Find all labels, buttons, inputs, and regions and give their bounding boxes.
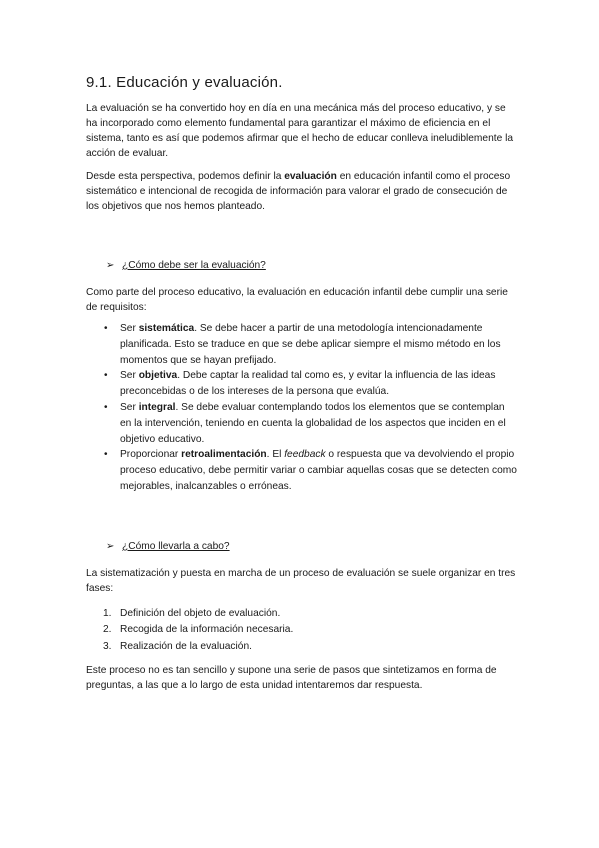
section-title: 9.1. Educación y evaluación.: [86, 74, 283, 91]
step-number: 2.: [103, 624, 112, 636]
item-prefix: Ser: [120, 323, 139, 334]
item-keyword: objetiva: [138, 370, 178, 382]
arrow-bullet-icon: ➢: [106, 260, 115, 271]
item-text: . Se debe hacer a partir de una metodología intencionadamente planificada. Esto se traduce en que se debe aplicar siempre el mismo método en los momentos que se hayan prefijado.: [120, 323, 501, 366]
bullet-icon: •: [104, 370, 108, 382]
list-item: [86, 321, 518, 368]
step-text: Definición del objeto de evaluación.: [120, 607, 281, 619]
list-item: [86, 400, 518, 447]
item-keyword: sistemática: [138, 323, 195, 334]
list-item: [86, 622, 518, 639]
phases-lead: La sistematización y puesta en marcha de un proceso de evaluación se suele organizar en tres fases:: [86, 567, 516, 594]
bullet-icon: •: [104, 401, 108, 413]
section-heading-how: [106, 539, 518, 554]
item-keyword: integral: [138, 401, 176, 413]
section-heading-text: ¿Cómo llevarla a cabo?: [122, 540, 230, 552]
list-item: [86, 606, 518, 623]
intro-paragraph-2: [86, 169, 518, 214]
intro-p2-text-a: Desde esta perspectiva, podemos definir la: [86, 171, 285, 182]
arrow-bullet-icon: ➢: [106, 540, 115, 552]
closing-paragraph: Este proceso no es tan sencillo y supone una serie de pasos que sintetizamos en forma de preguntas, a las que a lo largo de esta unidad intentaremos dar respuesta.: [86, 665, 497, 692]
document-page: [86, 74, 518, 701]
item-italic-term: feedback: [284, 449, 326, 461]
bullet-icon: •: [104, 323, 108, 334]
section-heading-requirements: [106, 258, 518, 273]
phases-list: [86, 606, 518, 656]
step-number: 1.: [103, 607, 112, 619]
item-text: o respuesta que va devolviendo el propio proceso educativo, debe permitir variar o cambiar aquellas cosas que se detecten como mejorables, inalcanzables o erróneas.: [120, 449, 517, 492]
section-heading-text: ¿Cómo debe ser la evaluación?: [122, 260, 266, 271]
intro-paragraph-1: La evaluación se ha convertido hoy en día en una mecánica más del proceso educativo, y se ha incorporado como elemento fundamental para garantizar el máximo de eficiencia en el sistema, tanto es así que podemos afirmar que el hecho de educar conlleva ineludiblemente la acción de evaluar.: [86, 103, 513, 159]
item-prefix: Ser: [120, 401, 139, 413]
item-text: . Debe captar la realidad tal como es, y evitar la influencia de las ideas preconcebidas o de los intereses de la persona que evalúa.: [120, 370, 496, 398]
item-keyword: retroalimentación: [181, 449, 267, 461]
step-text: Recogida de la información necesaria.: [120, 624, 294, 636]
step-text: Realización de la evaluación.: [120, 640, 252, 652]
item-prefix: Proporcionar: [120, 449, 182, 461]
list-item: [86, 447, 518, 494]
item-text-mid: . El: [266, 449, 285, 461]
intro-p2-bold-term: evaluación: [284, 171, 337, 182]
list-item: [86, 639, 518, 656]
item-prefix: Ser: [120, 370, 139, 382]
item-text: . Se debe evaluar contemplando todos los elementos que se contemplan en la intervención, teniendo en cuenta la globalidad de los aspectos que inciden en el objetivo educativo.: [120, 401, 506, 445]
bullet-icon: •: [104, 449, 108, 461]
requirements-lead: Como parte del proceso educativo, la evaluación en educación infantil debe cumplir una serie de requisitos:: [86, 287, 508, 313]
step-number: 3.: [103, 640, 112, 652]
requirements-list: [86, 321, 518, 495]
list-item: [86, 368, 518, 400]
intro-p2-text-b: en educación infantil como el proceso sistemático e intencional de recogida de información para valorar el grado de consecución de los objetivos que nos hemos planteado.: [86, 171, 511, 212]
